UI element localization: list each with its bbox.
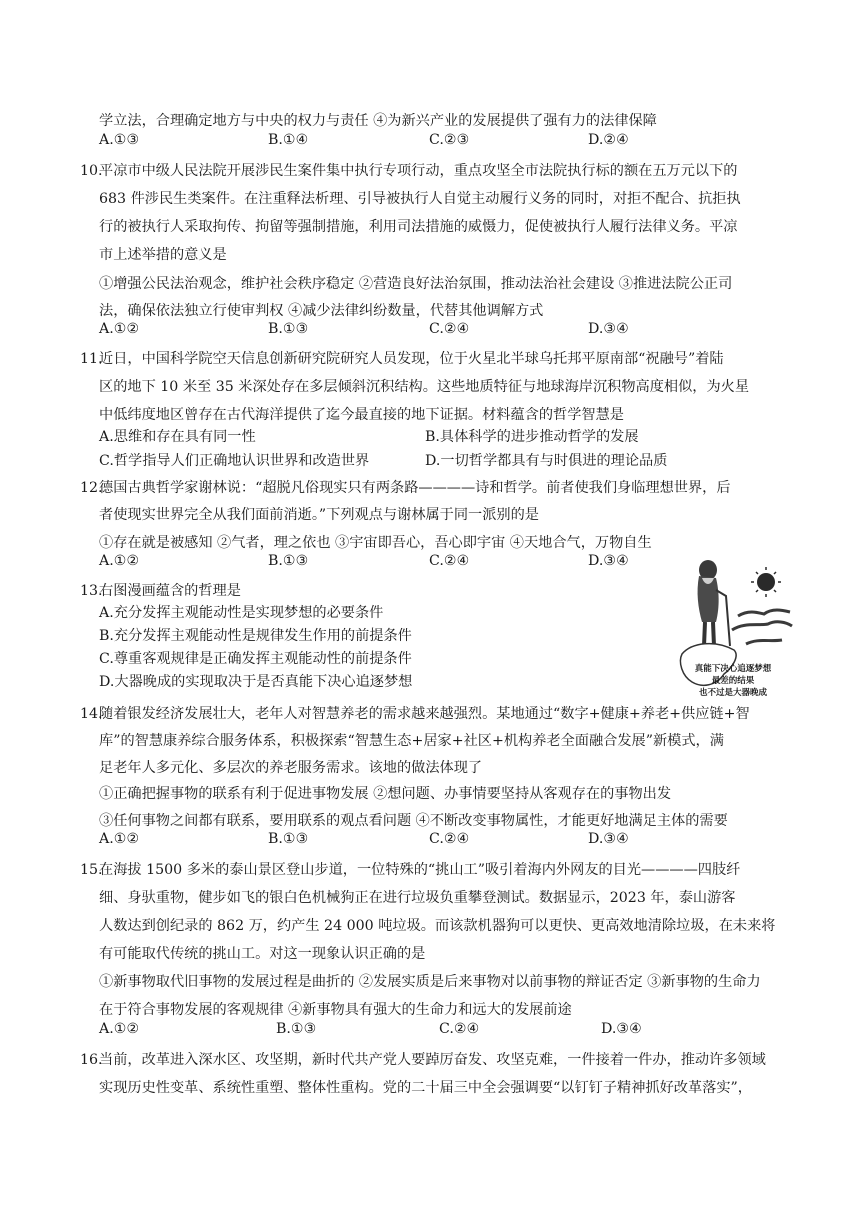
option-c: C.②④ <box>439 1021 480 1037</box>
question-number: 12. <box>80 480 103 496</box>
option-d: D.大器晚成的实现取决于是否真能下决心追逐梦想 <box>99 674 413 690</box>
question-number: 16. <box>80 1052 103 1068</box>
option-b: B.①③ <box>268 553 309 569</box>
statement-line: ①正确把握事物的联系有利于促进事物发展 ②想问题、办事情要坚持从客观存在的事物出发 <box>99 786 672 802</box>
question-line: 近日，中国科学院空天信息创新研究院研究人员发现，位于火星北半球乌托邦平原南部“祝融号”着陆 <box>99 351 724 367</box>
question-line: 右图漫画蕴含的哲理是 <box>99 583 241 599</box>
option-b: B.①③ <box>268 831 309 847</box>
question-line: 学立法，合理确定地方与中央的权力与责任 ④为新兴产业的发展提供了强有力的法律保障 <box>99 113 657 129</box>
option-d: D.③④ <box>588 321 629 337</box>
question-line: 实现历史性变革、系统性重塑、整体性重构。党的二十届三中全会强调要“以钉钉子精神抓好改革落实”， <box>99 1080 752 1096</box>
option-d: D.一切哲学都具有与时俱进的理论品质 <box>425 453 668 469</box>
option-c: C.哲学指导人们正确地认识世界和改造世界 <box>99 453 370 469</box>
option-b: B.充分发挥主观能动性是规律发生作用的前提条件 <box>99 628 412 644</box>
option-c: C.尊重客观规律是正确发挥主观能动性的前提条件 <box>99 651 412 667</box>
question-line: 当前，改革进入深水区、攻坚期，新时代共产党人要踔厉奋发、攻坚克难，一件接着一件办，推动许多领域 <box>99 1052 766 1068</box>
option-d: D.③④ <box>601 1021 642 1037</box>
question-number: 14. <box>80 706 103 722</box>
option-d: D.②④ <box>588 132 629 148</box>
question-line: 库”的智慧康养综合服务体系，积极探索“智慧生态+居家+社区+机构养老全面融合发展”新模式，满 <box>99 733 724 749</box>
option-c: C.②③ <box>429 132 470 148</box>
option-b: B.①④ <box>268 132 309 148</box>
question-line: 足老年人多元化、多层次的养老服务需求。该地的做法体现了 <box>99 760 483 776</box>
option-c: C.②④ <box>429 831 470 847</box>
question-line: 区的地下 10 米至 35 米深处存在多层倾斜沉积结构。这些地质特征与地球海岸沉积物高度相似，为火星 <box>99 379 750 395</box>
question-line: 者使现实世界完全从我们面前消逝。”下列观点与谢林属于同一派别的是 <box>99 507 539 523</box>
statement-line: ③任何事物之间都有联系，要用联系的观点看问题 ④不断改变事物属性，才能更好地满足主体的需要 <box>99 813 728 829</box>
option-b: B.①③ <box>268 321 309 337</box>
cartoon-caption-line: 真能下决心追逐梦想 <box>694 664 772 674</box>
sun-icon <box>751 567 781 597</box>
option-a: A.思维和存在具有同一性 <box>99 429 256 445</box>
question-line: 平凉市中级人民法院开展涉民生案件集中执行专项行动，重点攻坚全市法院执行标的额在五万元以下的 <box>99 163 738 179</box>
statement-line: 法，确保依法独立行使审判权 ④减少法律纠纷数量，代替其他调解方式 <box>99 303 544 319</box>
option-a: A.①② <box>99 321 140 337</box>
statement-line: ①新事物取代旧事物的发展过程是曲折的 ②发展实质是后来事物对以前事物的辩证否定 ③新事物的生命力 <box>99 974 761 990</box>
statement-line: ①存在就是被感知 ②气者，理之依也 ③宇宙即吾心，吾心即宇宙 ④天地合气，万物自生 <box>99 535 652 551</box>
question-line: 中低纬度地区曾存在古代海洋提供了迄今最直接的地下证据。材料蕴含的哲学智慧是 <box>99 407 624 423</box>
question-line: 行的被执行人采取拘传、拘留等强制措施，利用司法措施的威慑力，促使被执行人履行法律义务。平凉 <box>99 219 738 235</box>
statement-line: ①增强公民法治观念，维护社会秩序稳定 ②营造良好法治氛围，推动法治社会建设 ③推进法院公正司 <box>99 276 733 292</box>
cartoon-caption-line: 最差的结果 <box>711 676 755 686</box>
question-line: 细、身驮重物，健步如飞的银白色机械狗正在进行垃圾负重攀登测试。数据显示，2023 年，泰山游客 <box>99 890 736 906</box>
option-c: C.②④ <box>429 553 470 569</box>
option-a: A.①② <box>99 1021 140 1037</box>
old-man-figure <box>698 560 730 646</box>
question-line: 在海拔 1500 多米的泰山景区登山步道，一位特殊的“挑山工”吸引着海内外网友的目光————四肢纤 <box>99 862 741 878</box>
option-d: D.③④ <box>588 553 629 569</box>
option-d: D.③④ <box>588 831 629 847</box>
question-line: 德国古典哲学家谢林说：“超脱凡俗现实只有两条路————诗和哲学。前者使我们身临理想世界，后 <box>99 480 731 496</box>
option-b: B.①③ <box>276 1021 317 1037</box>
question-number: 15. <box>80 862 103 878</box>
question-number: 13. <box>80 583 103 599</box>
question-line: 随着银发经济发展壮大，老年人对智慧养老的需求越来越强烈。某地通过“数字+健康+养老+供应链+智 <box>99 706 750 722</box>
question-number: 11. <box>80 351 103 367</box>
question-line: 市上述举措的意义是 <box>99 247 227 263</box>
question-line: 有可能取代传统的挑山工。对这一现象认识正确的是 <box>99 946 426 962</box>
option-a: A.充分发挥主观能动性是实现梦想的必要条件 <box>99 605 384 621</box>
question-number: 10. <box>80 163 103 179</box>
mountain-strokes <box>732 610 792 644</box>
option-a: A.①③ <box>99 132 140 148</box>
statement-line: 在于符合事物发展的客观规律 ④新事物具有强大的生命力和远大的发展前途 <box>99 1002 572 1018</box>
option-c: C.②④ <box>429 321 470 337</box>
option-a: A.①② <box>99 553 140 569</box>
question-line: 人数达到创纪录的 862 万，约产生 24 000 吨垃圾。而该款机器狗可以更快、更高效地清除垃圾，在未来将 <box>99 918 776 934</box>
option-a: A.①② <box>99 831 140 847</box>
cartoon-caption-line: 也不过是大器晚成 <box>698 688 767 698</box>
question-line: 683 件涉民生类案件。在注重释法析理、引导被执行人自觉主动履行义务的同时，对拒不配合、抗拒执 <box>99 191 741 207</box>
option-b: B.具体科学的进步推动哲学的发展 <box>425 429 639 445</box>
